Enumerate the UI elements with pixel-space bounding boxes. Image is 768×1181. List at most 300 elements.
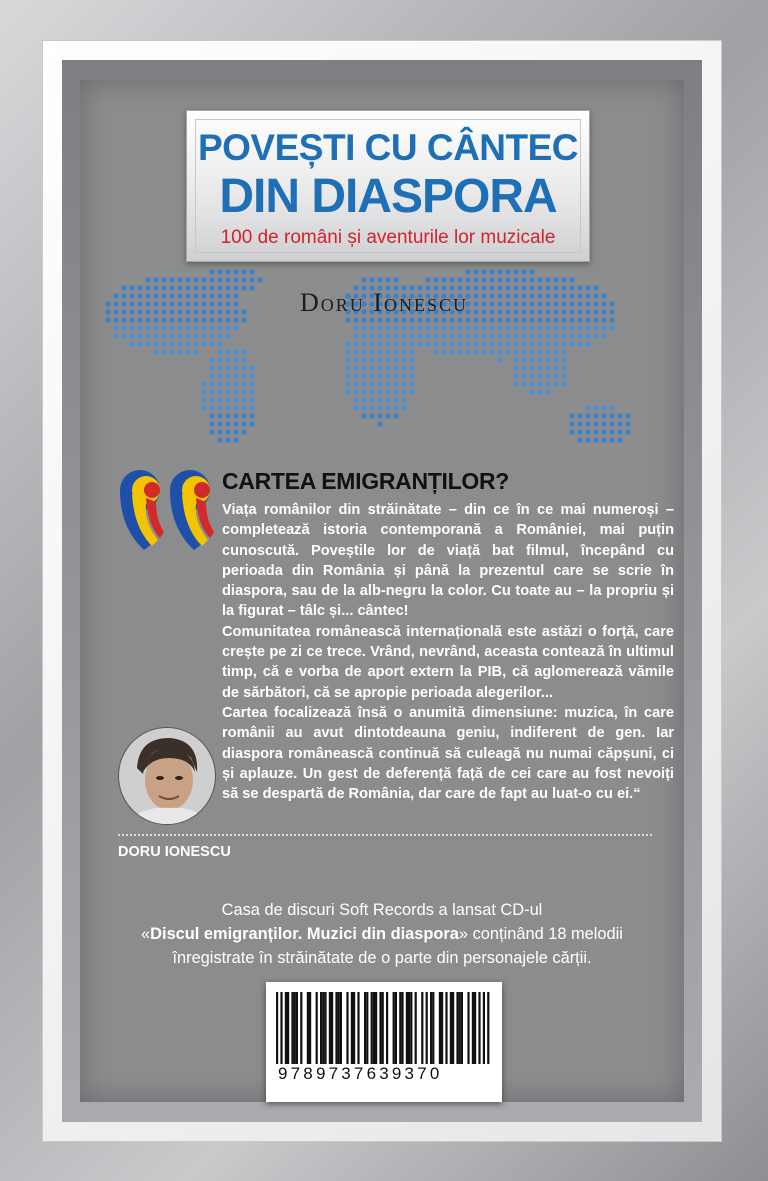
map-dot (121, 325, 127, 331)
map-dot (249, 365, 255, 371)
map-dot (505, 317, 511, 323)
map-dot (497, 349, 503, 355)
map-dot (377, 341, 383, 347)
map-dot (217, 325, 223, 331)
map-dot (137, 317, 143, 323)
barcode-bar (364, 992, 366, 1064)
map-dot (545, 325, 551, 331)
map-dot (217, 389, 223, 395)
map-dot (233, 269, 239, 275)
map-dot (185, 341, 191, 347)
map-dot (545, 317, 551, 323)
map-dot (377, 389, 383, 395)
map-dot (585, 405, 591, 411)
map-dot (609, 413, 615, 419)
map-dot (577, 317, 583, 323)
map-dot (617, 429, 623, 435)
map-dot (401, 349, 407, 355)
map-dot (217, 421, 223, 427)
barcode-bar (399, 992, 401, 1064)
map-dot (241, 381, 247, 387)
title-plate (186, 110, 590, 262)
map-dot (241, 373, 247, 379)
map-dot (169, 277, 175, 283)
map-dot (585, 317, 591, 323)
cd-announcement (100, 898, 664, 970)
map-dot (529, 333, 535, 339)
map-dot (233, 357, 239, 363)
map-dot (617, 421, 623, 427)
map-dot (201, 389, 207, 395)
map-dot (345, 381, 351, 387)
map-dot (561, 341, 567, 347)
map-dot (121, 333, 127, 339)
map-dot (393, 397, 399, 403)
map-dot (369, 333, 375, 339)
map-dot (377, 317, 383, 323)
map-dot (441, 341, 447, 347)
map-dot (225, 277, 231, 283)
map-dot (513, 349, 519, 355)
map-dot (569, 341, 575, 347)
map-dot (545, 365, 551, 371)
map-dot (433, 349, 439, 355)
map-dot (217, 437, 223, 443)
album-open-quote: « (141, 925, 151, 943)
map-dot (513, 277, 519, 283)
barcode-bar (335, 992, 337, 1064)
map-dot (345, 349, 351, 355)
map-dot (113, 333, 119, 339)
map-dot (561, 333, 567, 339)
barcode-bar (331, 992, 333, 1064)
map-dot (209, 381, 215, 387)
map-dot (481, 341, 487, 347)
map-dot (441, 317, 447, 323)
map-dot (545, 341, 551, 347)
map-dot (553, 333, 559, 339)
map-dot (225, 365, 231, 371)
map-dot (217, 429, 223, 435)
map-dot (177, 333, 183, 339)
map-dot (545, 349, 551, 355)
barcode-bar (324, 992, 326, 1064)
map-dot (353, 349, 359, 355)
barcode-bar (382, 992, 384, 1064)
map-dot (113, 325, 119, 331)
map-dot (481, 349, 487, 355)
map-dot (177, 341, 183, 347)
barcode-bar (478, 992, 480, 1064)
map-dot (393, 405, 399, 411)
map-dot (561, 349, 567, 355)
map-dot (209, 421, 215, 427)
map-dot (457, 325, 463, 331)
map-dot (593, 413, 599, 419)
map-dot (249, 405, 255, 411)
map-dot (209, 269, 215, 275)
map-dot (361, 405, 367, 411)
map-dot (249, 397, 255, 403)
map-dot (465, 277, 471, 283)
map-dot (473, 341, 479, 347)
map-dot (249, 413, 255, 419)
map-dot (345, 317, 351, 323)
map-dot (393, 341, 399, 347)
map-dot (345, 341, 351, 347)
map-dot (497, 325, 503, 331)
map-dot (569, 413, 575, 419)
map-dot (145, 277, 151, 283)
map-dot (401, 365, 407, 371)
map-dot (545, 373, 551, 379)
map-dot (377, 373, 383, 379)
barcode-bar (285, 992, 287, 1064)
book-subtitle: 100 de români și aventurile lor muzicale (220, 227, 556, 248)
map-dot (505, 277, 511, 283)
map-dot (385, 349, 391, 355)
map-dot (169, 341, 175, 347)
map-dot (369, 413, 375, 419)
barcode-bar (430, 992, 432, 1064)
map-dot (417, 325, 423, 331)
barcode-bar (322, 992, 324, 1064)
map-dot (169, 349, 175, 355)
map-dot (425, 277, 431, 283)
map-dot (409, 373, 415, 379)
map-dot (537, 325, 543, 331)
map-dot (513, 373, 519, 379)
map-dot (553, 349, 559, 355)
cd-line-2 (100, 922, 664, 946)
map-dot (401, 373, 407, 379)
barcode-bar (379, 992, 381, 1064)
map-dot (209, 277, 215, 283)
map-dot (561, 357, 567, 363)
map-dot (409, 317, 415, 323)
map-dot (249, 373, 255, 379)
map-dot (489, 325, 495, 331)
map-dot (233, 365, 239, 371)
map-dot (553, 325, 559, 331)
barcode-bar (296, 992, 298, 1064)
author-name: Doru Ionescu (300, 288, 468, 317)
map-dot (561, 277, 567, 283)
barcode-bar (432, 992, 434, 1064)
map-dot (401, 405, 407, 411)
map-dot (225, 269, 231, 275)
map-dot (209, 397, 215, 403)
map-dot (241, 421, 247, 427)
map-dot (241, 269, 247, 275)
map-dot (249, 277, 255, 283)
barcode-bar (309, 992, 311, 1064)
map-dot (441, 325, 447, 331)
map-dot (401, 357, 407, 363)
barcode-bar (406, 992, 408, 1064)
map-dot (569, 333, 575, 339)
map-dot (233, 421, 239, 427)
map-dot (505, 349, 511, 355)
map-dot (601, 429, 607, 435)
map-dot (529, 269, 535, 275)
map-dot (585, 325, 591, 331)
map-dot (353, 357, 359, 363)
map-dot (145, 317, 151, 323)
barcode-bar (291, 992, 293, 1064)
map-dot (217, 341, 223, 347)
map-dot (545, 333, 551, 339)
map-dot (449, 317, 455, 323)
map-dot (609, 429, 615, 435)
barcode-bar (487, 992, 489, 1064)
map-dot (361, 325, 367, 331)
map-dot (489, 277, 495, 283)
map-dot (409, 325, 415, 331)
map-dot (617, 437, 623, 443)
map-dot (361, 317, 367, 323)
map-dot (593, 421, 599, 427)
map-dot (425, 341, 431, 347)
map-dot (353, 325, 359, 331)
map-dot (209, 317, 215, 323)
map-dot (193, 341, 199, 347)
map-dot (409, 357, 415, 363)
barcode-bar (401, 992, 403, 1064)
map-dot (537, 333, 543, 339)
map-dot (585, 429, 591, 435)
barcode-bar (373, 992, 375, 1064)
barcode-bar (351, 992, 353, 1064)
map-dot (433, 333, 439, 339)
map-dot (609, 317, 615, 323)
map-dot (185, 317, 191, 323)
map-dot (241, 413, 247, 419)
map-dot (369, 277, 375, 283)
barcode-bars (266, 982, 502, 1066)
map-dot (489, 341, 495, 347)
map-dot (593, 325, 599, 331)
map-dot (489, 349, 495, 355)
map-dot (401, 341, 407, 347)
map-dot (449, 325, 455, 331)
map-dot (249, 269, 255, 275)
map-dot (233, 317, 239, 323)
map-dot (433, 277, 439, 283)
barcode-bar (280, 992, 282, 1064)
barcode-bar (408, 992, 410, 1064)
map-dot (361, 413, 367, 419)
map-dot (609, 437, 615, 443)
barcode-bar (386, 992, 388, 1064)
map-dot (393, 381, 399, 387)
map-dot (465, 325, 471, 331)
map-dot (209, 365, 215, 371)
map-dot (401, 317, 407, 323)
map-dot (113, 317, 119, 323)
map-dot (577, 333, 583, 339)
map-dot (185, 349, 191, 355)
barcode-bar (483, 992, 485, 1064)
map-dot (433, 341, 439, 347)
map-dot (489, 317, 495, 323)
map-dot (353, 381, 359, 387)
map-dot (361, 333, 367, 339)
map-dot (249, 381, 255, 387)
map-dot (489, 333, 495, 339)
map-dot (137, 341, 143, 347)
barcode-bar (472, 992, 474, 1064)
map-dot (537, 365, 543, 371)
map-dot (369, 373, 375, 379)
map-dot (377, 421, 383, 427)
map-dot (545, 277, 551, 283)
map-dot (529, 349, 535, 355)
map-dot (225, 381, 231, 387)
map-dot (521, 333, 527, 339)
map-dot (561, 325, 567, 331)
map-dot (625, 421, 631, 427)
map-dot (217, 365, 223, 371)
map-dot (497, 317, 503, 323)
map-dot (449, 349, 455, 355)
map-dot (385, 373, 391, 379)
map-dot (585, 413, 591, 419)
map-dot (217, 381, 223, 387)
map-dot (129, 341, 135, 347)
map-dot (377, 349, 383, 355)
map-dot (169, 333, 175, 339)
map-dot (225, 333, 231, 339)
map-dot (553, 317, 559, 323)
barcode-bar (276, 992, 278, 1064)
map-dot (513, 381, 519, 387)
map-dot (377, 405, 383, 411)
map-dot (217, 349, 223, 355)
map-dot (209, 413, 215, 419)
map-dot (457, 277, 463, 283)
map-dot (153, 333, 159, 339)
barcode-bar (287, 992, 289, 1064)
map-dot (201, 317, 207, 323)
cd-line-1: Casa de discuri Soft Records a lansat CD-ul (221, 901, 543, 919)
map-dot (201, 325, 207, 331)
map-dot (369, 397, 375, 403)
map-dot (177, 325, 183, 331)
map-dot (489, 269, 495, 275)
map-dot (465, 333, 471, 339)
map-dot (457, 349, 463, 355)
map-dot (201, 397, 207, 403)
map-dot (449, 341, 455, 347)
map-dot (393, 365, 399, 371)
map-dot (153, 341, 159, 347)
map-dot (465, 269, 471, 275)
map-dot (105, 317, 111, 323)
map-dot (401, 381, 407, 387)
map-dot (217, 277, 223, 283)
barcode-bar (371, 992, 373, 1064)
barcode-bar (316, 992, 318, 1064)
barcode-bar (357, 992, 359, 1064)
map-dot (129, 333, 135, 339)
book-title-line-2: DIN DIASPORA (219, 170, 557, 223)
map-dot (577, 413, 583, 419)
map-dot (521, 365, 527, 371)
map-dot (561, 317, 567, 323)
map-dot (393, 317, 399, 323)
map-dot (209, 333, 215, 339)
map-dot (209, 373, 215, 379)
map-dot (553, 381, 559, 387)
map-dot (129, 325, 135, 331)
map-dot (369, 405, 375, 411)
map-dot (225, 421, 231, 427)
map-dot (401, 397, 407, 403)
map-dot (473, 333, 479, 339)
barcode-bar (366, 992, 368, 1064)
cd-line-3: înregistrate în străinătate de o parte din personajele cărții. (172, 949, 592, 967)
map-dot (449, 277, 455, 283)
barcode-bar (467, 992, 469, 1064)
map-dot (465, 341, 471, 347)
map-dot (241, 277, 247, 283)
map-dot (361, 397, 367, 403)
map-dot (545, 381, 551, 387)
map-dot (161, 349, 167, 355)
map-dot (537, 341, 543, 347)
barcode-bar (320, 992, 322, 1064)
map-dot (521, 381, 527, 387)
map-dot (233, 405, 239, 411)
map-dot (241, 397, 247, 403)
barcode-bar (340, 992, 342, 1064)
map-dot (529, 317, 535, 323)
map-dot (209, 389, 215, 395)
map-dot (201, 381, 207, 387)
map-dot (369, 357, 375, 363)
isbn-barcode (266, 982, 502, 1102)
map-dot (153, 325, 159, 331)
author-signature: DORU IONESCU (118, 844, 231, 860)
barcode-bar (393, 992, 395, 1064)
map-dot (361, 381, 367, 387)
map-dot (529, 381, 535, 387)
map-dot (361, 341, 367, 347)
map-dot (209, 325, 215, 331)
map-dot (361, 277, 367, 283)
map-dot (225, 429, 231, 435)
map-dot (409, 389, 415, 395)
map-dot (577, 341, 583, 347)
map-dot (201, 405, 207, 411)
map-dot (353, 405, 359, 411)
map-dot (561, 381, 567, 387)
map-dot (225, 373, 231, 379)
map-dot (393, 325, 399, 331)
map-dot (457, 333, 463, 339)
map-dot (377, 413, 383, 419)
map-dot (553, 357, 559, 363)
map-dot (377, 397, 383, 403)
map-dot (601, 333, 607, 339)
map-dot (361, 365, 367, 371)
map-dot (385, 397, 391, 403)
barcode-bar (415, 992, 417, 1064)
map-dot (161, 325, 167, 331)
barcode-bar (307, 992, 309, 1064)
map-dot (369, 381, 375, 387)
